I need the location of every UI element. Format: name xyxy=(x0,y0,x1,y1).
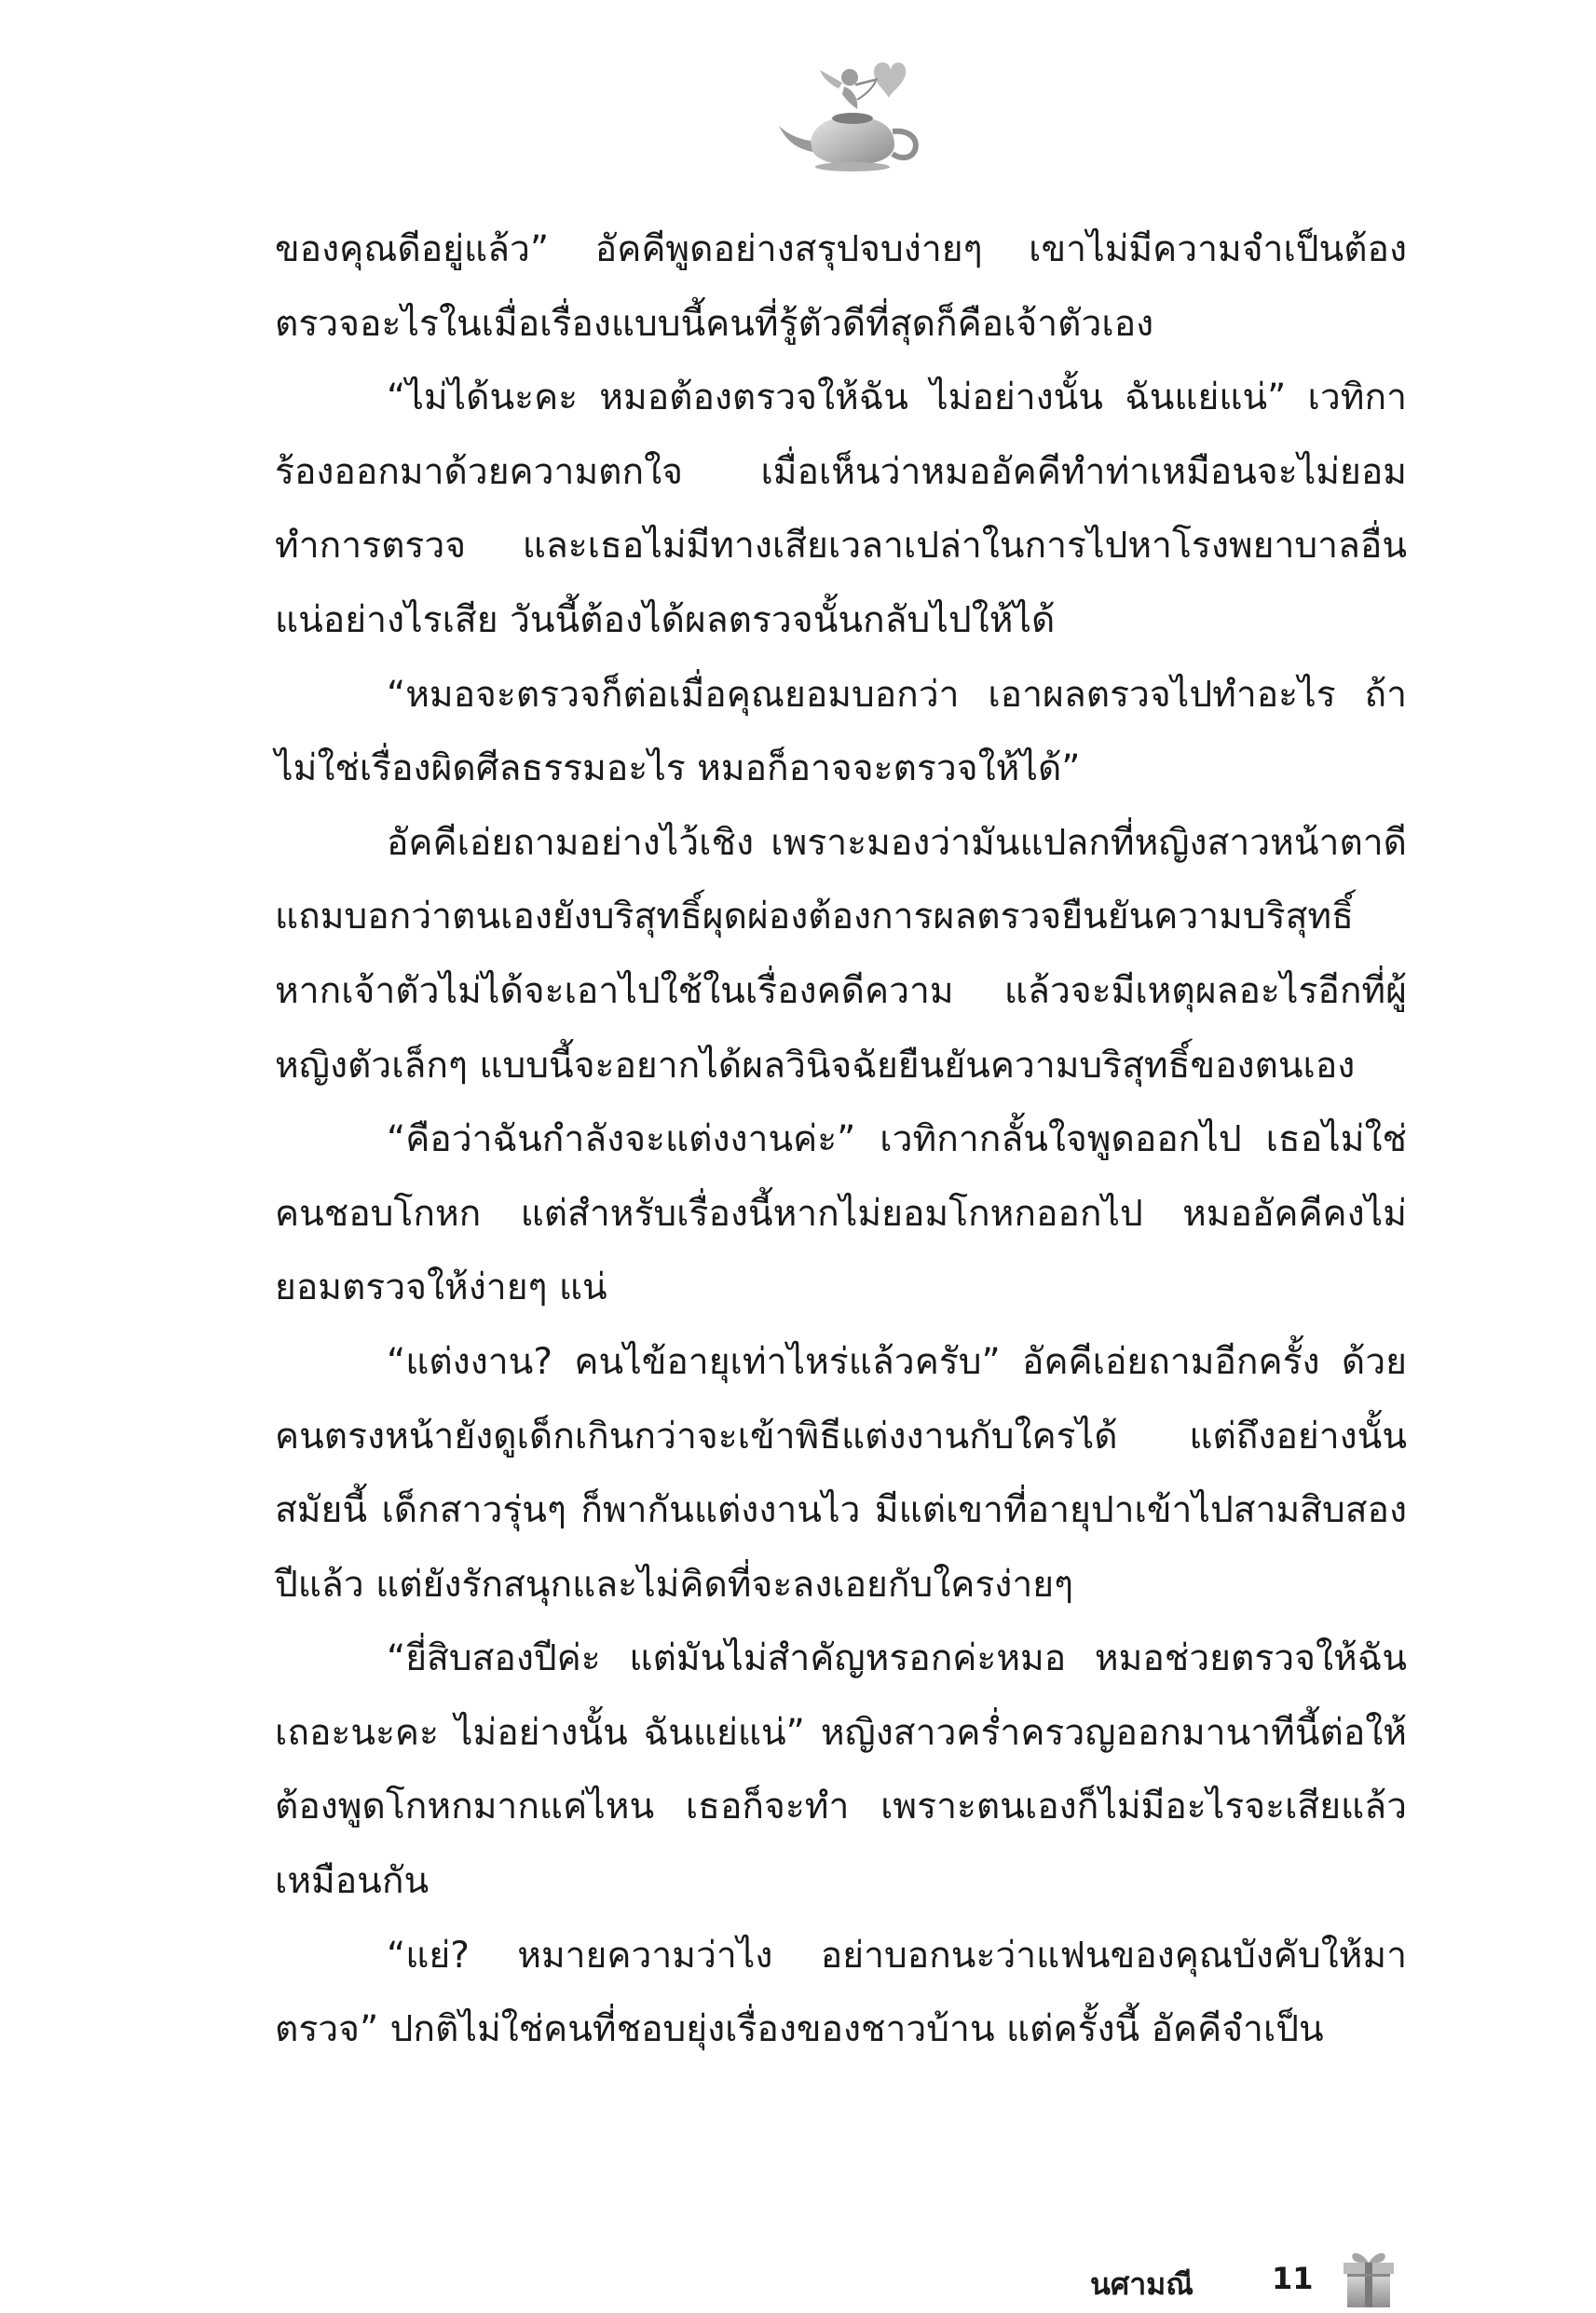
paragraph: ของคุณดีอยู่แล้ว” อัคคีพูดอย่างสรุปจบง่ายๆ เขาไม่มีความจำเป็นต้องตรวจอะไรในเมื่อเรื่องแบบนี้คนที่รู้ตัวดีที่สุดก็คือเจ้าตัวเอง xyxy=(275,228,1407,345)
teapot-cupid-ornament-icon xyxy=(773,51,932,177)
paragraph: อัคคีเอ่ยถามอย่างไว้เชิง เพราะมองว่ามันแปลกที่หญิงสาวหน้าตาดี แถมบอกว่าตนเองยังบริสุทธิ์ผุดผ่องต้องการผลตรวจยืนยันความบริสุทธิ์ หากเจ้าตัวไม่ได้จะเอาไปใช้ในเรื่องคดีความ แล้วจะมีเหตุผลอะไรอีกที่ผู้หญิงตัวเล็กๆ แบบนี้จะอยากได้ผลวินิจฉัยยืนยันความบริสุทธิ์ของตนเอง xyxy=(275,821,1407,1087)
page-footer xyxy=(1090,2253,1481,2309)
body-text xyxy=(275,212,1407,2067)
paragraph: “แย่? หมายความว่าไง อย่าบอกนะว่าแฟนของคุณบังคับให้มาตรวจ” ปกติไม่ใช่คนที่ชอบยุ่งเรื่องของชาวบ้าน แต่ครั้งนี้ อัคคีจำเป็น xyxy=(275,1934,1407,2051)
paragraph: “คือว่าฉันกำลังจะแต่งงานค่ะ” เวทิกากลั้นใจพูดออกไป เธอไม่ใช่คนชอบโกหก แต่สำหรับเรื่องนี้หากไม่ยอมโกหกออกไป หมออัคคีคงไม่ยอมตรวจให้ง่ายๆ แน่ xyxy=(275,1118,1407,1309)
paragraph: “ไม่ได้นะคะ หมอต้องตรวจให้ฉัน ไม่อย่างนั้น ฉันแย่แน่” เวทิการ้องออกมาด้วยความตกใจ เมื่อเห็นว่าหมออัคคีทำท่าเหมือนจะไม่ยอมทำการตรวจ และเธอไม่มีทางเสียเวลาเปล่าในการไปหาโรงพยาบาลอื่นแน่อย่างไรเสีย วันนี้ต้องได้ผลตรวจนั้นกลับไปให้ได้ xyxy=(275,376,1407,641)
author-name: นศามณี xyxy=(1090,2266,1194,2302)
page-number: 11 xyxy=(1272,2261,1314,2296)
paragraph: “แต่งงาน? คนไข้อายุเท่าไหร่แล้วครับ” อัคคีเอ่ยถามอีกครั้ง ด้วยคนตรงหน้ายังดูเด็กเกินกว่าจะเข้าพิธีแต่งงานกับใครได้ แต่ถึงอย่างนั้นสมัยนี้ เด็กสาวรุ่นๆ ก็พากันแต่งงานไว มีแต่เขาที่อายุปาเข้าไปสามสิบสองปีแล้ว แต่ยังรักสนุกและไม่คิดที่จะลงเอยกับใครง่ายๆ xyxy=(275,1340,1407,1606)
paragraph: “ยี่สิบสองปีค่ะ แต่มันไม่สำคัญหรอกค่ะหมอ หมอช่วยตรวจให้ฉันเถอะนะคะ ไม่อย่างนั้น ฉันแย่แน่” หญิงสาวคร่ำครวญออกมานาทีนี้ต่อให้ต้องพูดโกหกมากแค่ไหน เธอก็จะทำ เพราะตนเองก็ไม่มีอะไรจะเสียแล้วเหมือนกัน xyxy=(275,1637,1407,1903)
paragraph: “หมอจะตรวจก็ต่อเมื่อคุณยอมบอกว่า เอาผลตรวจไปทำอะไร ถ้าไม่ใช่เรื่องผิดศีลธรรมอะไร หมอก็อาจจะตรวจให้ได้” xyxy=(275,673,1407,790)
gift-box-icon xyxy=(1340,2246,1398,2309)
